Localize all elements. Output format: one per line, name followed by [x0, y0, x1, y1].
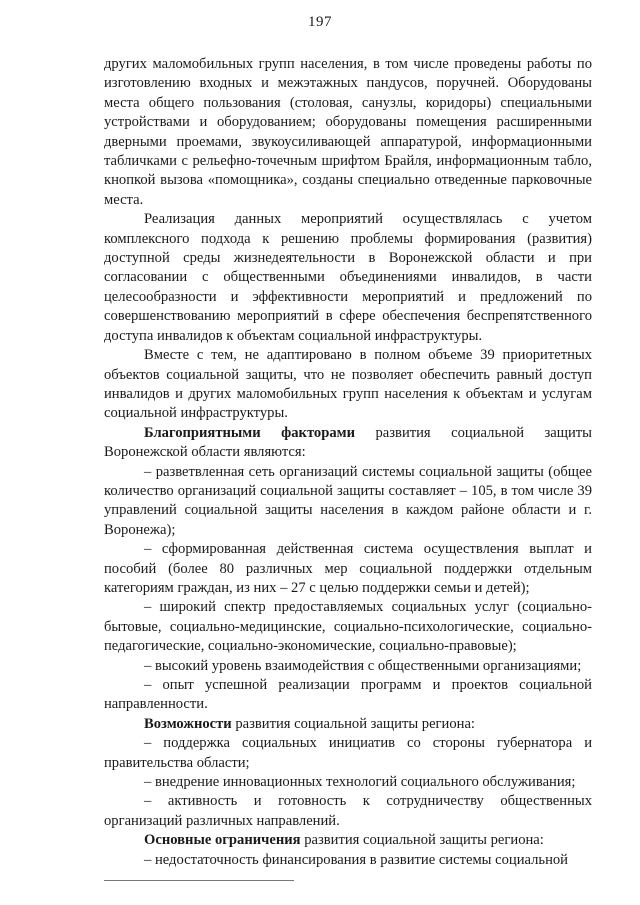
list-item: – опыт успешной реализации программ и проектов социальной направленности.: [104, 677, 592, 713]
list-item: – недостаточность финансирования в развитие системы социальной: [144, 851, 568, 868]
paragraph: Вместе с тем, не адаптировано в полном объеме 39 приоритетных объектов социальной защиты, что не позволяет обеспечить равный доступ инвалидов и других маломобильных групп населения к объектам и услугам социальной инфраструктуры.: [104, 347, 592, 422]
list-item: – сформированная действенная система осуществления выплат и пособий (более 80 различных мер социальной поддержки отдельным категориям граждан, из них – 27 с целью поддержки семьи и детей);: [104, 541, 592, 596]
footnote-separator: [104, 880, 294, 881]
paragraph: Основные ограничения развития социальной защиты региона:: [144, 832, 544, 849]
bold-term: Возможности: [144, 715, 232, 732]
bold-term: Благоприятными факторами: [144, 424, 355, 441]
list-item: – внедрение инновационных технологий социального обслуживания;: [144, 774, 576, 791]
paragraph: Реализация данных мероприятий осуществлялась с учетом комплексного подхода к решению проблемы формирования (развития) доступной среды жизнедеятельности в Воронежской области и при согласовании с общественными объединениями инвалидов, в части целесообразности и эффективности мероприятий и предложений по совершенствованию мероприятий в сфере обеспечения беспрепятственного доступа инвалидов к объектам социальной инфраструктуры.: [104, 211, 592, 344]
paragraph: других маломобильных групп населения, в том числе проведены работы по изготовлению входных и межэтажных пандусов, поручней. Оборудованы места общего пользования (столовая, санузлы, коридоры) специальными устройствами и оборудованием; оборудованы помещения расширенными дверными проемами, звукоусиливающей аппаратурой, информационными табличками с рельефно-точечным шрифтом Брайля, информационным табло, кнопкой вызова «помощника», созданы специально отведенные парковочные места.: [104, 56, 592, 208]
paragraph: Возможности развития социальной защиты региона:: [144, 715, 475, 732]
list-item: – активность и готовность к сотрудничеству общественных организаций различных направлений.: [104, 793, 592, 829]
bold-term: Основные ограничения: [144, 832, 301, 849]
paragraph: Благоприятными факторами развития социальной защиты Воронежской области являются:: [104, 424, 592, 461]
list-item: – разветвленная сеть организаций системы социальной защиты (общее количество организаций социальной защиты составляет – 105, в том числе 39 управлений социальной защиты населения в каждом районе области и г. Воронежа);: [104, 463, 592, 538]
list-item: – высокий уровень взаимодействия с общественными организациями;: [144, 657, 582, 674]
list-item: – поддержка социальных инициатив со стороны губернатора и правительства области;: [104, 735, 592, 771]
document-body: [104, 55, 592, 870]
page-number: 197: [308, 14, 332, 30]
list-item: – широкий спектр предоставляемых социальных услуг (социально-бытовые, социально-медицинские, социально-психологические, социально-педагогические, социально-экономические, социально-правовые);: [104, 599, 592, 655]
